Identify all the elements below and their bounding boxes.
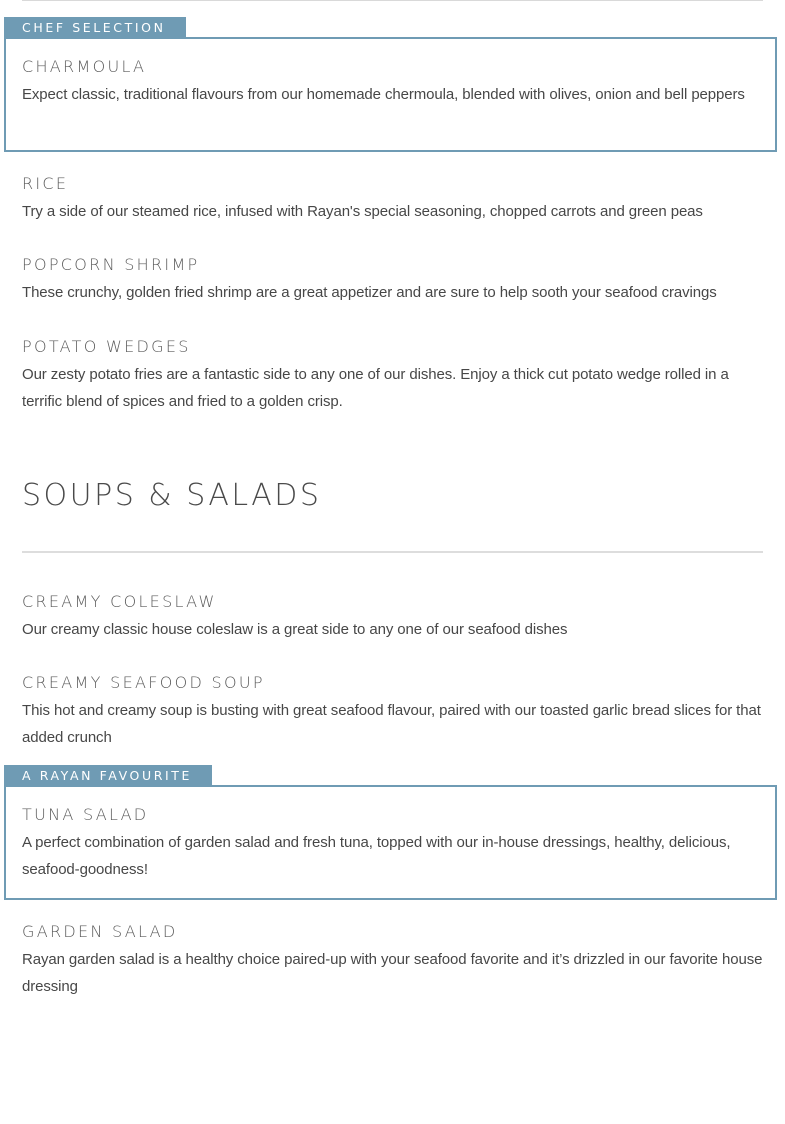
item-description: Our zesty potato fries are a fantastic side to any one of our dishes. Enjoy a thick cut potato wedge rolled in a terrific blend of spices and fried to a golden crisp.: [22, 366, 729, 410]
item-description: These crunchy, golden fried shrimp are a great appetizer and are sure to help sooth your seafood cravings: [22, 284, 717, 301]
menu-item-creamy-seafood-soup: [22, 673, 763, 751]
menu-item-popcorn-shrimp: [22, 255, 763, 306]
item-description: A perfect combination of garden salad and fresh tuna, topped with our in-house dressings, healthy, delicious, seafood-goodness!: [22, 834, 731, 878]
menu-item-potato-wedges: [22, 337, 763, 415]
item-description: This hot and creamy soup is busting with great seafood flavour, paired with our toasted garlic bread slices for that added crunch: [22, 702, 761, 746]
item-description: Our creamy classic house coleslaw is a great side to any one of our seafood dishes: [22, 621, 568, 638]
menu-item-rice: [22, 174, 763, 225]
menu-item-tuna-salad: [22, 805, 763, 883]
item-title: CHARMOULA: [22, 57, 147, 76]
item-description: Try a side of our steamed rice, infused with Rayan's special seasoning, chopped carrots and green peas: [22, 203, 703, 220]
menu-item-creamy-coleslaw: [22, 592, 763, 643]
item-title: CREAMY SEAFOOD SOUP: [22, 673, 265, 692]
section-divider: [22, 551, 763, 553]
item-title: RICE: [22, 174, 69, 193]
rayan-favourite-tag: A RAYAN FAVOURITE: [4, 765, 212, 786]
item-description: Rayan garden salad is a healthy choice paired-up with your seafood favorite and it’s drizzled in our favorite house dressing: [22, 951, 763, 995]
section-heading-soups-salads: SOUPS & SALADS: [22, 478, 322, 513]
chef-selection-tag: CHEF SELECTION: [4, 17, 186, 38]
item-title: TUNA SALAD: [22, 805, 149, 824]
menu-item-charmoula: [22, 57, 763, 108]
item-title: GARDEN SALAD: [22, 922, 178, 941]
item-title: POPCORN SHRIMP: [22, 255, 200, 274]
item-description: Expect classic, traditional flavours from our homemade chermoula, blended with olives, onion and bell peppers: [22, 86, 745, 103]
item-title: CREAMY COLESLAW: [22, 592, 217, 611]
item-title: POTATO WEDGES: [22, 337, 191, 356]
top-divider: [22, 0, 763, 1]
menu-item-garden-salad: [22, 922, 763, 1000]
